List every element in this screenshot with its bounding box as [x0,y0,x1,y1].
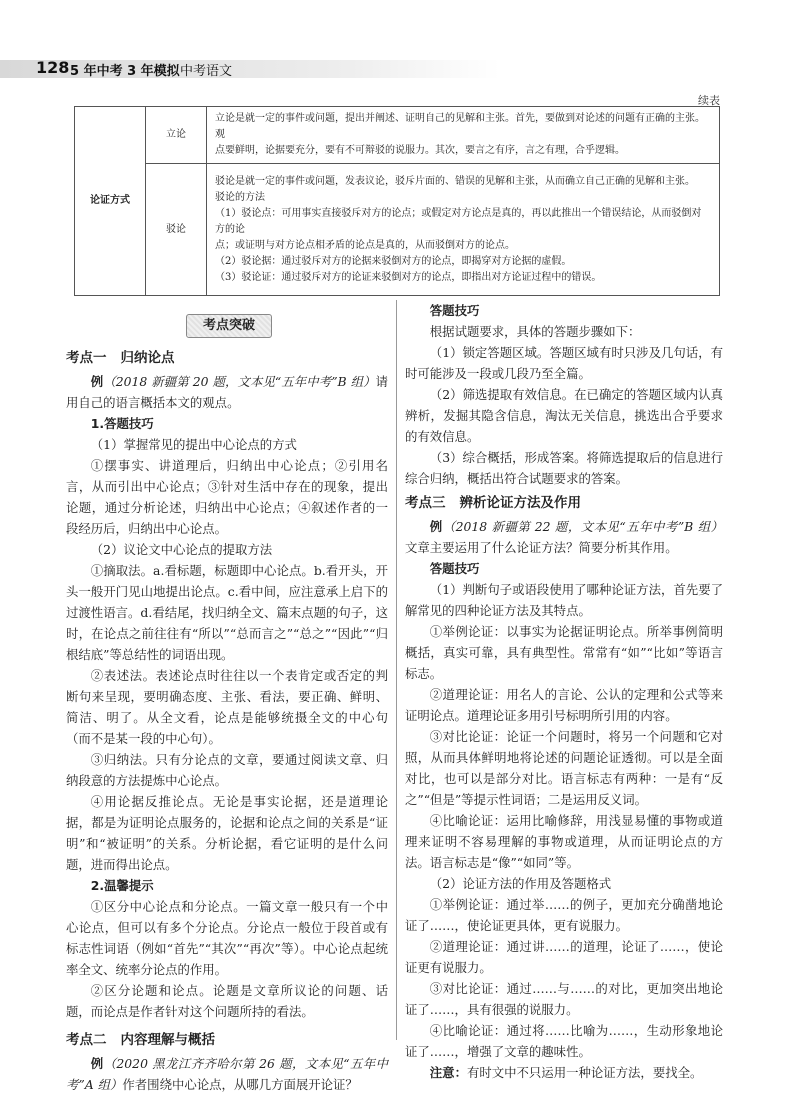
paragraph: ④用论据反推论点。无论是事实论据，还是道理论据，都是为证明论点服务的，论据和论点之间的关系是“证明”和“被证明”的关系。分析论据，看它证明的是什么问题，进而得出论点。 [66,794,388,872]
note-label: 注意： [429,1065,467,1080]
paragraph: ①举例论证：以事实为论据证明论点。所举事例简明概括，真实可靠，具有典型性。常常有“如”“比如”等语言标志。 [405,624,723,681]
paragraph: （2）议论文中心论点的提取方法 [90,542,273,557]
paragraph: ③对比论证：通过……与……的对比，更加突出地论证了……，具有很强的说服力。 [405,981,723,1017]
continued-label: 续表 [698,94,720,107]
paragraph: ②区分论题和论点。论题是文章所议论的问题、话题，而论点是作者针对这个问题所持的看法。 [66,983,388,1019]
paragraph: ④比喻论证：通过将……比喻为……，生动形象地论证了……，增强了文章的趣味性。 [405,1023,723,1059]
paragraph: （1）判断句子或语段使用了哪种论证方法，首先要了解常见的四种论证方法及其特点。 [405,582,723,618]
left-column [66,306,388,1095]
table-line: 驳论是就一定的事件或问题，发表议论，驳斥片面的、错误的见解和主张，从而确立自己正确的见解和主张。 [215,175,695,187]
paragraph: （3）综合概括，形成答案。将筛选提取后的信息进行综合归纳，概括出符合试题要求的答案。 [405,450,723,486]
subheading: 答题技巧 [429,303,480,318]
paragraph: ②道理论证：通过讲……的道理，论证了……，使论证更有说服力。 [405,939,723,975]
table-row [75,107,720,164]
subheading: 2.温馨提示 [90,878,154,893]
section-badge: 考点突破 [186,314,272,338]
key-point-heading [66,1030,388,1051]
table-line: （2）驳论据：通过驳斥对方的论据来驳倒对方的论点，即揭穿对方论据的虚假。 [215,255,572,267]
example-label: 例 [429,519,443,534]
paragraph: ①摘取法。a.看标题，标题即中心论点。b.看开头，开头一般开门见山地提出论点。c.看中间，应注意承上启下的过渡性语言。d.看结尾，找归纳全文、篇末点题的句子，这时，在论点之前往往有“所以”“总而言之”“总之”“因此”“归根结底”等总结性的词语出现。 [66,563,388,662]
page-number: 128 [36,58,70,77]
example-question [405,516,723,558]
table-line: 驳论的方法 [215,191,265,203]
example-label: 例 [90,374,104,389]
argument-methods-table [74,106,720,296]
right-column [405,300,723,1083]
example-text: 请用自己的语言概括本文的观点。 [66,374,388,410]
example-source: （2020 黑龙江齐齐哈尔第 26 题，文本见“五年中考”A 组） [66,1056,389,1092]
paragraph: 根据试题要求，具体的答题步骤如下： [429,324,641,339]
paragraph: ③对比论证：论证一个问题时，将另一个问题和它对照，从而具体鲜明地将论述的问题论证透彻。可以是全面对比，也可以是部分对比。语言标志有两种：一是有“反之”“但是”等提示性词语；二是运用反义词。 [405,729,723,807]
subheading: 1.答题技巧 [90,416,154,431]
key-point-title: 归纳论点 [120,350,175,366]
example-label: 例 [90,1056,104,1071]
subject-label: 中考语文 [180,64,233,79]
note-paragraph [405,1062,723,1083]
key-point-number: 考点二 [66,1032,107,1048]
key-point-number: 考点一 [66,350,107,366]
key-point-title: 内容理解与概括 [120,1032,215,1048]
example-question [66,1053,388,1095]
row-header-cell: 论证方式 [75,107,146,296]
example-text: 作者围绕中心论点，从哪几方面展开论证？ [122,1077,358,1092]
paragraph: （1）掌握常见的提出中心论点的方式 [90,437,297,452]
example-text: 文章主要运用了什么论证方法？简要分析其作用。 [405,540,678,555]
example-question [66,371,388,413]
paragraph: ③归纳法。只有分论点的文章，要通过阅读文章、归纳段意的方法提炼中心论点。 [66,752,388,788]
key-point-heading [66,348,388,369]
paragraph: （1）锁定答题区域。答题区域有时只涉及几句话，有时可能涉及一段或几段乃至全篇。 [405,345,723,381]
paragraph: ①摆事实、讲道理后，归纳出中心论点；②引用名言，从而引出中心论点；③针对生活中存在的现象，提出论题，通过分析论述，归纳出中心论点；④叙述作者的一段经历后，归纳出中心论点。 [66,458,388,536]
table-line: 点；或证明与对方论点相矛盾的论点是真的，从而驳倒对方的论点。 [215,239,515,251]
table-line: （1）驳论点：可用事实直接驳斥对方的论点；或假定对方论点是真的，再以此推出一个错误结论，从而驳倒对方的论 [215,207,702,235]
paragraph: （2）论证方法的作用及答题格式 [429,876,612,891]
book-title: 5 年中考 3 年模拟 [70,64,180,79]
description-cell [207,107,720,164]
paragraph: ①举例论证：通过举……的例子，更加充分确凿地论证了……，使论证更具体，更有说服力。 [405,897,723,933]
paragraph: ②表述法。表述论点时往往以一个表肯定或否定的判断句来呈现，要明确态度、主张、看法，要正确、鲜明、简洁、明了。从全文看，论点是能够统摄全文的中心句（而不是某一段的中心句）。 [66,668,388,746]
paragraph: （2）筛选提取有效信息。在已确定的答题区域内认真辨析，发掘其隐含信息，淘汰无关信息，挑选出合乎要求的有效信息。 [405,387,723,444]
example-source: （2018 新疆第 20 题，文本见“五年中考”B 组） [103,374,376,389]
example-source: （2018 新疆第 22 题，文本见“五年中考”B 组） [442,519,723,534]
table-line: 立论是就一定的事件或问题，提出并阐述、证明自己的见解和主张。首先，要做到对论述的问题有正确的主张。观 [215,113,705,140]
method-cell: 驳论 [146,164,207,296]
key-point-title: 辨析论证方法及作用 [459,495,581,511]
key-point-number: 考点三 [405,495,446,511]
paragraph: ②道理论证：用名人的言论、公认的定理和公式等来证明论点。道理论证多用引号标明所引用的内容。 [405,687,723,723]
key-point-heading [405,493,723,514]
description-cell [207,164,720,296]
method-cell: 立论 [146,107,207,164]
table-line: 点要鲜明，论据要充分，要有不可辩驳的说服力。其次，要言之有序，言之有理，合乎逻辑。 [215,145,625,156]
paragraph: ④比喻论证：运用比喻修辞，用浅显易懂的事物或道理来证明不容易理解的事物或道理，从而证明论点的方法。语言标志是“像”“如同”等。 [405,813,723,870]
page-header [0,58,794,80]
paragraph: ①区分中心论点和分论点。一篇文章一般只有一个中心论点，但可以有多个分论点。分论点一般位于段首或有标志性词语（例如“首先”“其次”“再次”等）。中心论点起统率全文、统率分论点的作用。 [66,899,388,977]
column-divider [396,300,397,1040]
table-line: （3）驳论证：通过驳斥对方的论证来驳倒对方的论点，即指出对方论证过程中的错误。 [215,271,602,283]
subheading: 答题技巧 [429,561,480,576]
note-text: 有时文中不只运用一种论证方法，要找全。 [466,1065,703,1080]
table-row [75,164,720,296]
